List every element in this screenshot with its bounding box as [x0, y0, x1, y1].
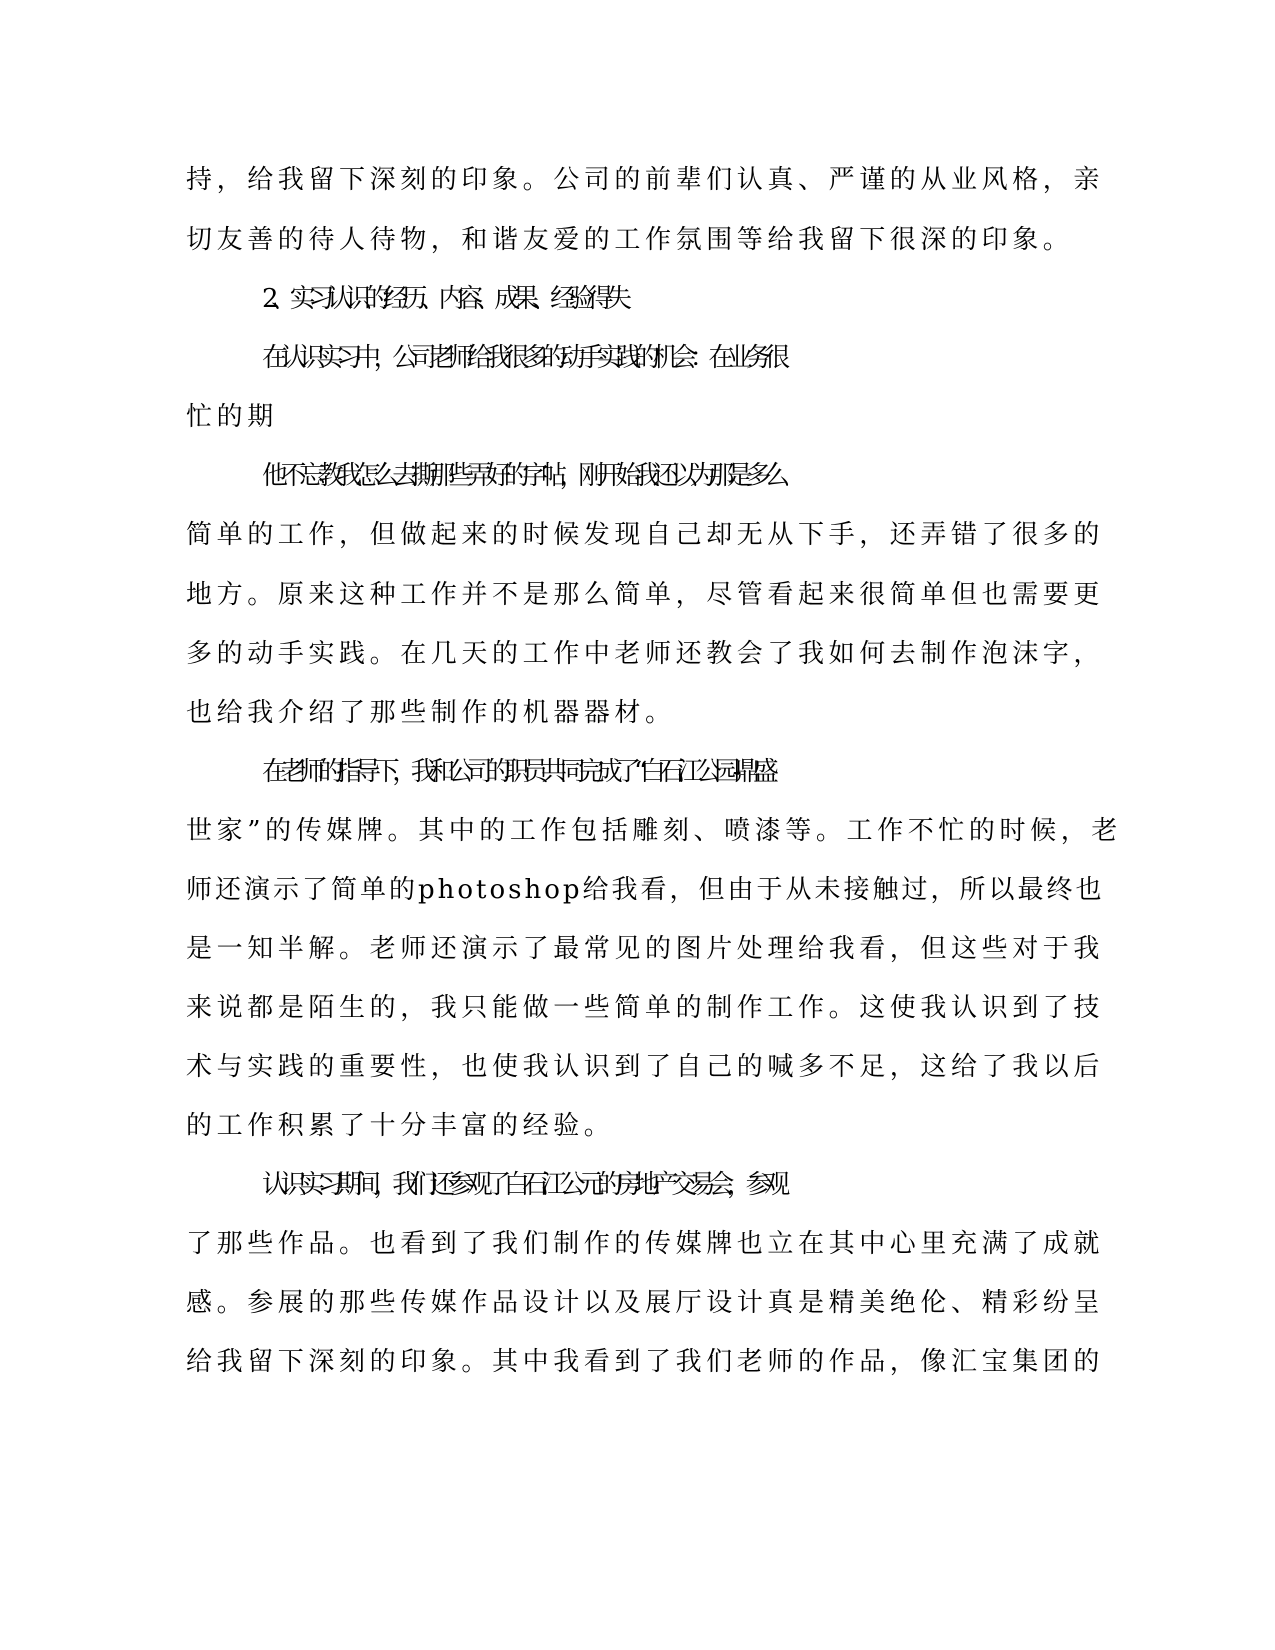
text-line: 的工作积累了十分丰富的经验。 — [186, 1111, 615, 1141]
text-line: 多的动手实践。在几天的工作中老师还教会了我如何去制作泡沫字， — [186, 639, 1105, 669]
text-line: 也给我介绍了那些制作的机器器材。 — [186, 698, 676, 728]
text-line: 术与实践的重要性，也使我认识到了自己的喊多不足，这给了我以后 — [186, 1052, 1105, 1082]
text-line: 持，给我留下深刻的印象。公司的前辈们认真、严谨的从业风格，亲 — [186, 165, 1105, 195]
text-line: 世家”的传媒牌。其中的工作包括雕刻、喷漆等。工作不忙的时候，老 — [186, 816, 1122, 846]
text-line: 师还演示了简单的photoshop给我看，但由于从未接触过，所以最终也 — [186, 875, 1105, 905]
text-line: 在认识实习中，公司老师给我很多的动手实践的机会：在业务很 — [262, 343, 783, 373]
text-line: 给我留下深刻的印象。其中我看到了我们老师的作品，像汇宝集团的 — [186, 1347, 1105, 1377]
text-line: 感。参展的那些传媒作品设计以及展厅设计真是精美绝伦、精彩纷呈 — [186, 1288, 1105, 1318]
text-line: 他不忘教我怎么去撕那些弄好的字帖，刚开始我还以为那是多么 — [262, 461, 783, 491]
text-line: 忙的期 — [186, 402, 278, 432]
text-line: 是一知半解。老师还演示了最常见的图片处理给我看，但这些对于我 — [186, 934, 1105, 964]
section-heading: 2、实习认识的经历、内容、成果、经验得失 — [262, 284, 625, 314]
text-line: 切友善的待人待物，和谐友爱的工作氛围等给我留下很深的印象。 — [186, 225, 1074, 255]
text-line: 来说都是陌生的，我只能做一些简单的制作工作。这使我认识到了技 — [186, 993, 1105, 1023]
text-line: 了那些作品。也看到了我们制作的传媒牌也立在其中心里充满了成就 — [186, 1229, 1105, 1259]
text-line: 在老师的指导下，我和公司的职员共同完成了“白石江公园-鼎盛 — [262, 757, 772, 787]
text-line: 认识实习期间，我们还参观了白石江公元的房地产交易会，参观 — [262, 1170, 783, 1200]
text-line: 简单的工作，但做起来的时候发现自己却无从下手，还弄错了很多的 — [186, 520, 1105, 550]
text-line: 地方。原来这种工作并不是那么简单，尽管看起来很简单但也需要更 — [186, 580, 1105, 610]
